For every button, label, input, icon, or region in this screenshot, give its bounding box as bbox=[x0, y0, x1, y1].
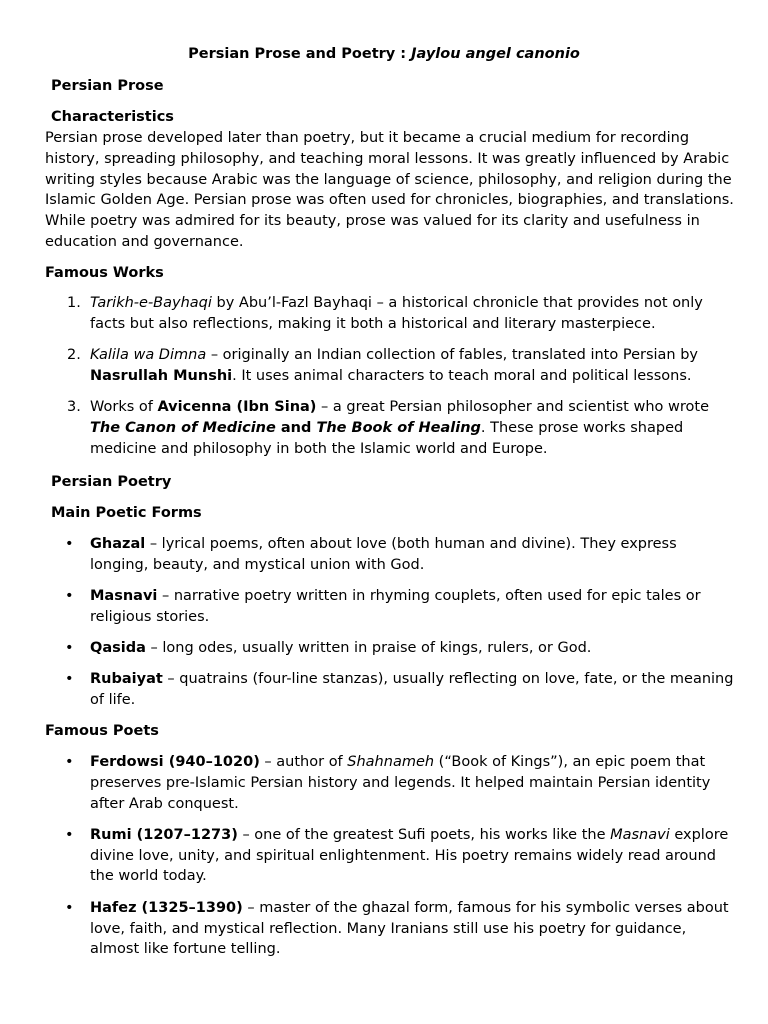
list-item bbox=[45, 898, 735, 960]
poetic-forms-list bbox=[45, 534, 735, 722]
list-item bbox=[45, 586, 735, 628]
bullet-icon: • bbox=[65, 640, 74, 657]
heading-main-poetic-forms: Main Poetic Forms bbox=[51, 505, 202, 521]
work-title: Tarikh-e-Bayhaqi bbox=[90, 295, 212, 311]
form-description: – quatrains (four-line stanzas), usually reflecting on love, fate, or the meaning of life. bbox=[90, 671, 734, 709]
author-name: Avicenna (Ibn Sina) bbox=[157, 399, 317, 416]
list-item bbox=[45, 638, 735, 659]
list-item bbox=[45, 397, 735, 459]
poet-description-tail: explore divine love, unity, and spiritual enlightenment. His poetry remains widely read around the world today. bbox=[90, 826, 729, 885]
list-number: 2. bbox=[67, 347, 81, 364]
book-title: The Canon of Medicine bbox=[90, 419, 276, 436]
famous-works-list bbox=[45, 293, 735, 470]
work-description: – a great Persian philosopher and scientist who wrote bbox=[316, 399, 709, 416]
document-title bbox=[0, 44, 768, 65]
poet-description: – master of the ghazal form, famous for his symbolic verses about love, faith, and mystical reflection. Many Iranians still use his poetry for guidance, almost like fortune telling. bbox=[90, 899, 729, 958]
form-description: – long odes, usually written in praise of kings, rulers, or God. bbox=[145, 640, 592, 657]
title-author: Jaylou angel canonio bbox=[411, 46, 580, 62]
poet-name: Ferdowsi (940–1020) bbox=[90, 754, 260, 770]
heading-characteristics: Characteristics bbox=[51, 109, 174, 125]
list-item bbox=[45, 534, 735, 576]
poet-work-title: Masnavi bbox=[610, 826, 670, 843]
conjunction: and bbox=[275, 419, 317, 436]
form-description: – narrative poetry written in rhyming couplets, often used for epic tales or religious stories. bbox=[90, 588, 701, 625]
bullet-icon: • bbox=[65, 826, 74, 843]
list-item bbox=[45, 825, 735, 887]
heading-persian-poetry: Persian Poetry bbox=[51, 474, 172, 490]
heading-persian-prose: Persian Prose bbox=[51, 78, 164, 94]
list-item bbox=[45, 345, 735, 387]
list-item bbox=[45, 293, 735, 335]
heading-famous-poets: Famous Poets bbox=[45, 723, 159, 739]
form-name: Ghazal bbox=[90, 536, 146, 552]
list-number: 1. bbox=[67, 295, 81, 311]
form-description: – lyrical poems, often about love (both human and divine). They express longing, beauty, and mystical union with God. bbox=[90, 536, 677, 573]
work-description-tail: . These prose works shaped medicine and philosophy in both the Islamic world and Europe. bbox=[90, 419, 684, 457]
bullet-icon: • bbox=[65, 899, 74, 916]
bullet-icon: • bbox=[65, 671, 74, 688]
poet-description: – author of bbox=[259, 754, 348, 770]
work-description-tail: . It uses animal characters to teach moral and political lessons. bbox=[232, 367, 692, 384]
form-name: Qasida bbox=[90, 640, 146, 657]
work-description: – originally an Indian collection of fables, translated into Persian by bbox=[206, 347, 699, 364]
translator-name: Nasrullah Munshi bbox=[90, 367, 233, 384]
poet-work-title: Shahnameh bbox=[347, 754, 435, 770]
work-title: Kalila wa Dimna bbox=[90, 347, 207, 364]
list-item bbox=[45, 669, 735, 711]
characteristics-paragraph: Persian prose developed later than poetry, but it became a crucial medium for recording history, spreading philosophy, and teaching moral lessons. It was greatly influenced by Arabic writing styles because Arabic was the language of science, philosophy, and religion during the Islamic Golden Age. Persian prose was often used for chronicles, biographies, and translations. While poetry was admired for its beauty, prose was valued for its clarity and usefulness in education and governance. bbox=[45, 130, 734, 250]
list-item bbox=[45, 752, 735, 814]
poet-name: Rumi (1207–1273) bbox=[90, 826, 238, 843]
title-main: Persian Prose and Poetry : bbox=[188, 46, 412, 62]
famous-poets-list bbox=[45, 752, 735, 971]
poet-name: Hafez (1325–1390) bbox=[90, 899, 243, 916]
book-title: The Book of Healing bbox=[316, 419, 481, 436]
form-name: Masnavi bbox=[90, 588, 158, 605]
bullet-icon: • bbox=[65, 754, 74, 770]
bullet-icon: • bbox=[65, 588, 74, 605]
form-name: Rubaiyat bbox=[90, 671, 163, 688]
work-description: by Abu’l-Fazl Bayhaqi – a historical chronicle that provides not only facts but also reflections, making it both a historical and literary masterpiece. bbox=[90, 295, 703, 332]
poet-description-tail: (“Book of Kings”), an epic poem that preserves pre-Islamic Persian history and legends. It helped maintain Persian identity after Arab conquest. bbox=[90, 754, 711, 812]
heading-famous-works: Famous Works bbox=[45, 265, 164, 281]
poet-description: – one of the greatest Sufi poets, his works like the bbox=[237, 826, 611, 843]
work-lead: Works of bbox=[90, 399, 158, 416]
bullet-icon: • bbox=[65, 536, 74, 552]
list-number: 3. bbox=[67, 399, 81, 416]
